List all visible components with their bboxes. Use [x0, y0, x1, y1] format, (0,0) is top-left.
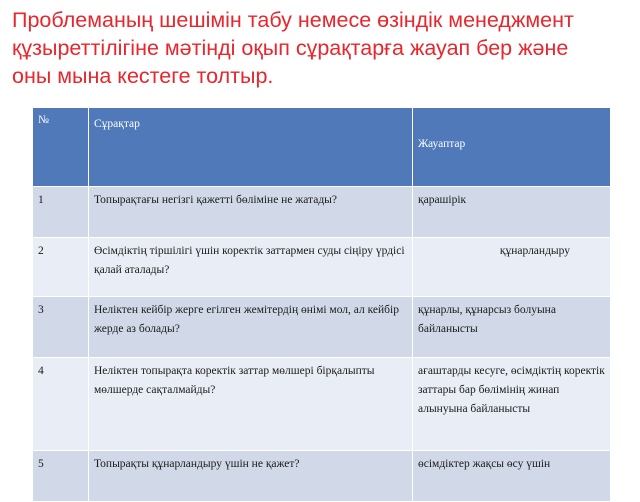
header-number: № — [33, 108, 89, 187]
row-number: 3 — [33, 297, 89, 358]
row-question: Неліктен кейбір жерге егілген жемітердің өнімі мол, ал кейбір жерде аз болады? — [89, 297, 413, 358]
row-answer: ағаштарды кесуге, өсімдіктің коректік заттары бар бөлімінің жинап алынуына байланысты — [413, 358, 611, 451]
table-row — [33, 451, 611, 502]
table-row — [33, 358, 611, 451]
table-row — [33, 238, 611, 297]
header-questions: Сұрақтар — [89, 108, 413, 187]
row-answer: құнарландыру — [413, 238, 611, 297]
qa-table — [32, 107, 611, 502]
header-answers: Жауаптар — [413, 108, 611, 187]
heading-line-1: Проблеманың шешімін табу немесе өзіндік менеджмент — [12, 8, 574, 32]
table-row — [33, 187, 611, 238]
heading-line-2: құзыреттілігіне мәтінді оқып сұрақтарға жауап бер және — [12, 36, 569, 60]
task-heading — [12, 6, 636, 90]
row-question: Өсімдіктің тіршілігі үшін коректік заттармен суды сіңіру үрдісі қалай аталады? — [89, 238, 413, 297]
table-row — [33, 297, 611, 358]
heading-line-3: оны мына кестеге толтыр. — [12, 64, 274, 88]
row-number: 2 — [33, 238, 89, 297]
row-number: 1 — [33, 187, 89, 238]
row-question: Неліктен топырақта коректік заттар мөлшері бірқалыпты мөлшерде сақталмайды? — [89, 358, 413, 451]
row-question: Топырақты құнарландыру үшін не қажет? — [89, 451, 413, 502]
row-number: 4 — [33, 358, 89, 451]
row-number: 5 — [33, 451, 89, 502]
row-question: Топырақтағы негізгі қажетті бөлімінe не жатады? — [89, 187, 413, 238]
row-answer: қарашірік — [413, 187, 611, 238]
table-header-row — [33, 108, 611, 187]
row-answer: құнарлы, құнарсыз болуына байланысты — [413, 297, 611, 358]
row-answer: өсімдіктер жақсы өсу үшін — [413, 451, 611, 502]
